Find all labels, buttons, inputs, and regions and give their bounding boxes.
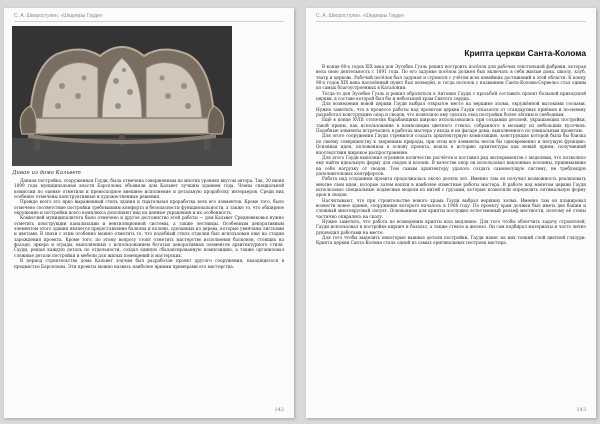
- paragraph: Насчитывают, что при строительстве нового храма Гауди выбрал вершину холма. Именно там он планировал возвести новое здание, сооружение которого началось в 1908 году. По проекту храм должен был иметь две башни и сложный многоярусный силуэт. Основанием для крипты послужил естественный рельеф местности, поэтому её стены частично опирались на скалу.: [316, 197, 586, 219]
- paragraph: Для этого Гауди выполнил огромное количество расчётов и поставил ряд экспериментов с моделями, что позволило ему найти идеальную форму для сводов и колонн. В качестве опор он использовал наклонные колонны, принимавшие на себя нагрузку от сводов. Тем самым архитектору удалось создать самонесущую систему, не требующую дополнительных контрфорсов.: [316, 154, 586, 176]
- running-head-left: С. А. Шворостулин. «Шедевры Гауди»: [14, 13, 284, 22]
- ornate-sofa-icon: [12, 26, 232, 166]
- page-number-left: 142: [274, 407, 284, 413]
- paragraph: Прежде всего это ярко выраженный стиль здания и тщательная проработка всех его элементов. Кроме того, было отмечено соответствие постройки требованиям комфорта и безопасности функциональности, а также то, что обширное окружение и постройки всего комплекса дополняют вид на ценные украшения и их особенность.: [14, 199, 284, 216]
- left-page: [4, 8, 294, 418]
- paragraph: Для возведения новой церкви Гауди выбрал открытое место на вершине холма, окружённой высокими соснами. Нужно заметить, что в процессе работы над проектом церкви Гауди отказался от стандартных приёмов и по-новому разработал конструкцию опор и сводов, что позволило ему сделать свод постройки более лёгким и свободным.: [316, 101, 586, 118]
- paragraph: Ещё в конце XVIII столетия барабанщики широко использовались при создании деталей, украшающих постройки, такой прием, как использование в композиции цветного стекла, собранного в мозаику из небольших кусочков. Подобные элементы встречались в работах мастера у входа и на фасаде дома, выполненного по уникальным проектам.: [316, 117, 586, 134]
- chapter-title: Крипта церкви Санта-Колома: [464, 48, 586, 58]
- page-number-right: 143: [576, 407, 586, 413]
- running-head-right: С. А. Шворостулин. «Шедевры Гауди»: [316, 13, 586, 22]
- paragraph: В период строительства дома Кальвет зодчим был разработан проект другого сооружения, находящегося в предместье Барселоны. Эти проекты можно назвать наиболее яркими примерами его мастерства.: [14, 258, 284, 269]
- photo-caption: Диван из дома Кальвет: [12, 170, 81, 176]
- paragraph: В конце 80-х годов XIX века дон Эусебио Гуэль решил построить посёлок для рабочих текстильной фабрики, которая вела свою деятельность с 1891 года. По его задумке посёлок должен был включать в себя жилые дома, школу, клуб, театр и церковь. Рабочий посёлок был задуман и строился с учётом всех новейших достижений в этой области. К концу 90-х годов XIX века населённый пункт был возведён, и тогда поселок с названием Санта-Колома-Сервельо стал одним из самых благоустроенных в Каталонии.: [316, 64, 586, 91]
- right-body-text: [316, 64, 586, 399]
- paragraph: Для этого сооружения Гауди стремился создать архитектурную композицию, конструкция которой была бы близка по своему совершенству к творениям природы, при этом все элементы несли бы одновременно и несущую функцию. Основная идея, положенная в основу проекта, вошла в историю архитектуры как новый прием, получивший впоследствии широкое распространение.: [316, 133, 586, 155]
- paragraph: Данная постройка, сооруженная Гауди, была отмечена совершенным на многих уровнях вкусом автора. Так, 20 июня 1899 года муниципальные власти Барселоны объявили дом Кальвет лучшим зданием года. Члены специальной комиссии по оценке отметили и превосходное внешнее исполнение и детальную проработку интерьеров. Среди них особенно отмечены конструктивные и художественные решения.: [14, 178, 284, 200]
- paragraph: Тогда-то дон Эусебио Гуэль и решил обратиться к Антонио Гауди с просьбой составить проект большой приходской церкви, в составе которой был бы и небольшой храм Святого сердца.: [316, 90, 586, 102]
- sofa-photo: [12, 26, 232, 166]
- paragraph: Комиссией муниципалитета было отмечено и другое достоинство этой работы — дом Кальвет Средневековья нужно отметить конструкции канализации и вентиляционной системы, а также лестницы. Особенным декоративным элементом этого здания является предоставление балкона и колонн, сделанных из дерева, которые увенчаны листьями и цветами. В связи с этим особенно можно отметить то, что подобный стиль отделки был использован еще на стадии зарождения проекта. Кроме того, по этому вопросу стоит отметить мастерство исполнения балконов, стоящих на фасаде, эркера и ограды, выполненных с использованием богатых декоративных элементов архитектурного стиля. Гауди, решая каждую деталь по отдельности, создал единую сбалансированную композицию, а также организовал сложные детали постройки и мебели для жилых помещений и мастерских.: [14, 215, 284, 258]
- paragraph: Для того чтобы выделить некоторые важные детали постройки, Гауди нанес на них тонкий слой цветной глазури. Крипта церкви Санта-Колома стала одной из самых оригинальных построек мастера.: [316, 235, 586, 246]
- paragraph: Нужно заметить, что работа по возведению крипты шла медленно. Для того чтобы облегчить задачу строителей, Гауди использовал в постройке кирпич и базальт, а также стекло и железо. Он сам подбирал материалы и часто лично руководил работами на месте.: [316, 218, 586, 235]
- paragraph: Работа над созданием проекта продолжалась около десяти лет. Именно там он получил возможность реализовать многие свои идеи, которые затем вошли в наиболее известные работы мастера. В работе над макетом церкви Гауди использовал специальные подвесные модели из нитей с грузами, которые позволяли определить оптимальную форму арок и сводов.: [316, 176, 586, 198]
- right-page: [306, 8, 596, 418]
- left-body-text: [14, 178, 284, 396]
